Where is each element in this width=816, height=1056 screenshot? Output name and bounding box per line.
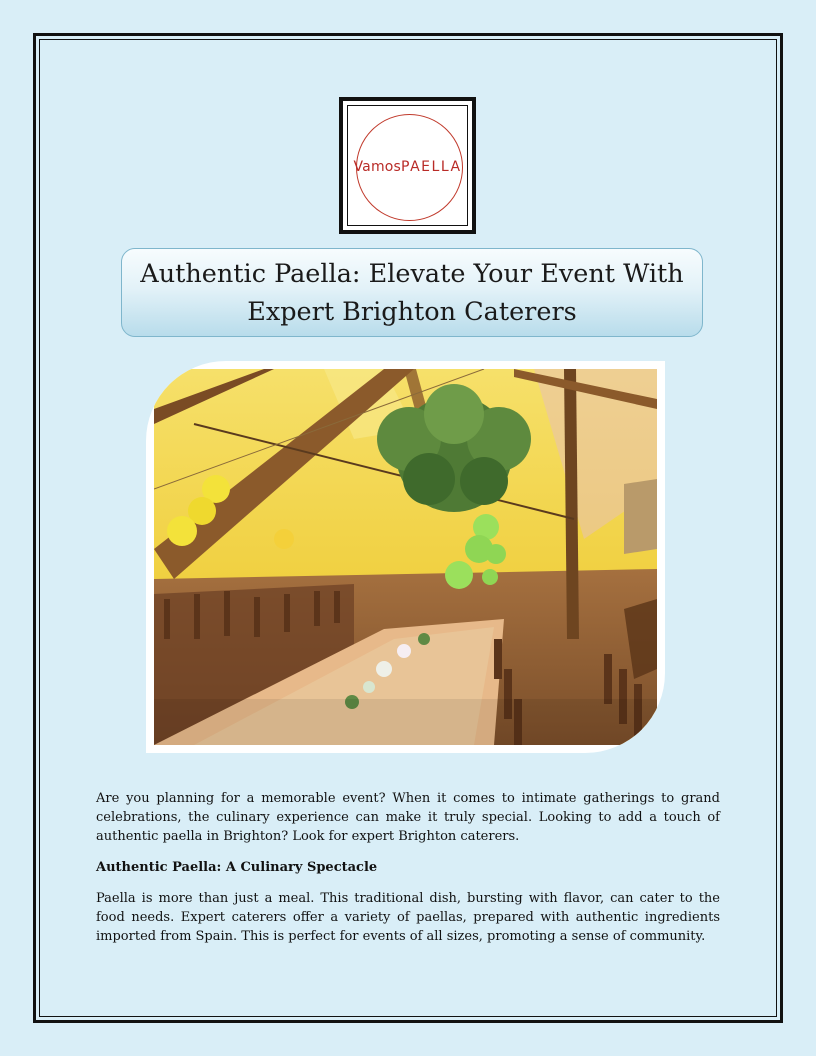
section-heading: Authentic Paella: A Culinary Spectacle [96, 860, 378, 875]
logo-word-paella: PAELLA [401, 159, 462, 175]
vamos-paella-logo [339, 97, 476, 234]
page-title [140, 255, 683, 331]
title-line-1: Authentic Paella: Elevate Your Event With [140, 258, 684, 289]
title-banner [121, 248, 703, 337]
logo-word-vamos: Vamos [353, 159, 402, 175]
title-line-2: Expert Brighton Caterers [247, 296, 577, 327]
event-photo-frame [146, 361, 665, 753]
article-body [96, 789, 720, 958]
logo-inner-frame [347, 105, 468, 226]
section-paragraph: Paella is more than just a meal. This traditional dish, bursting with flavor, can cater to the food needs. Expert caterers offer a variety of paellas, prepared with authentic ingredients imported from Spain. This is perfect for events of all sizes, promoting a sense of community. [96, 891, 720, 944]
intro-paragraph: Are you planning for a memorable event? When it comes to intimate gatherings to grand celebrations, the culinary experience can make it truly special. Looking to add a touch of authentic paella in Brighton? Look for expert Brighton caterers. [96, 791, 720, 844]
tent-event-photo [154, 369, 657, 745]
logo-text [348, 159, 467, 175]
